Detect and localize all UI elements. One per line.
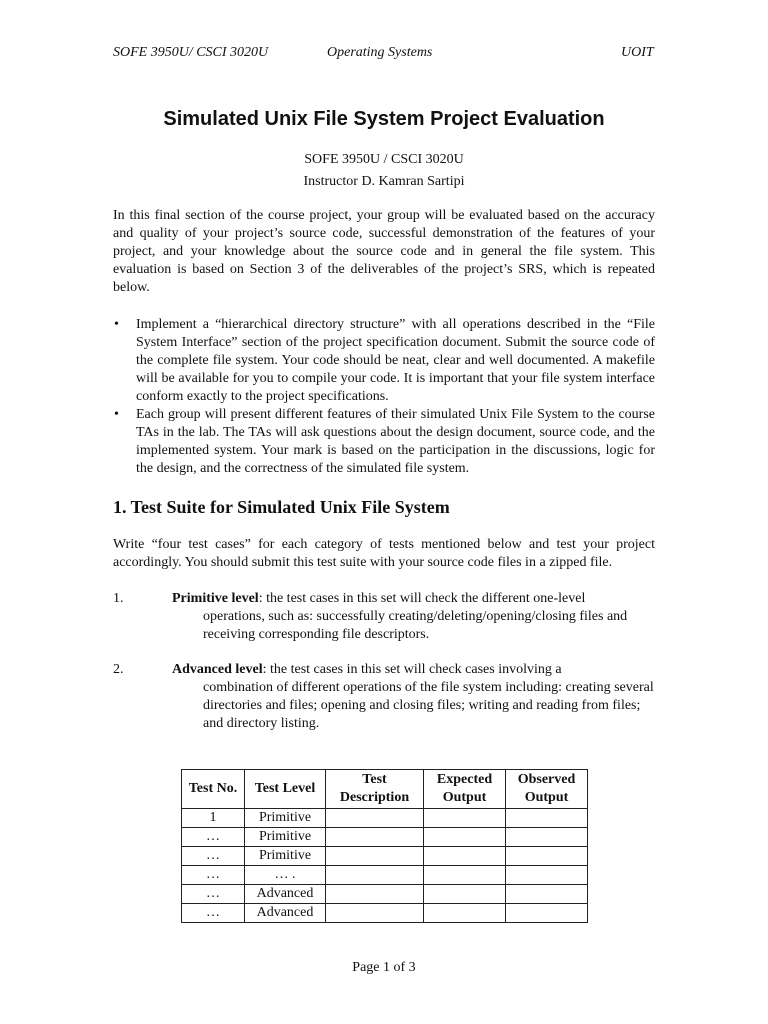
list-item [113,316,655,406]
table-cell: … [182,904,245,923]
table-cell [424,809,506,828]
subtitle-course: SOFE 3950U / CSCI 3020U [304,152,464,167]
table-row [182,904,588,923]
table-row [182,866,588,885]
table-cell [424,904,506,923]
column-header: Test No. [182,770,245,809]
table-header-row [182,770,588,809]
test-suite-table [181,769,588,923]
table-cell [506,866,588,885]
column-header: Test Level [245,770,326,809]
table-cell [326,904,424,923]
table-cell [326,885,424,904]
column-header: Observed Output [506,770,588,809]
section-heading: 1. Test Suite for Simulated Unix File System [113,497,450,517]
table-cell: … [182,885,245,904]
list-item [113,406,655,478]
table-cell [424,866,506,885]
test-suite-intro: Write “four test cases” for each category of tests mentioned below and test your project accordingly. You should submit this test suite with your source code files in a zipped file. [113,537,655,570]
level-name: Primitive level [172,591,259,606]
level-name: Advanced level [172,662,263,677]
level-body [172,661,655,733]
table-cell: … . [245,866,326,885]
table-cell [424,847,506,866]
subtitle-instructor: Instructor D. Kamran Sartipi [303,174,465,189]
level-description-continued: operations, such as: successfully creating/deleting/opening/closing files and receiving corresponding file descriptors. [203,609,628,642]
table-cell [326,866,424,885]
header-institution: UOIT [621,45,654,60]
table-cell: Advanced [245,904,326,923]
column-header: Test Description [326,770,424,809]
table-row [182,828,588,847]
deliverables-list [113,316,655,478]
table-row [182,885,588,904]
level-number: 2. [113,662,124,677]
table-cell [506,847,588,866]
table-cell [326,828,424,847]
column-header: Expected Output [424,770,506,809]
level-description: : the test cases in this set will check cases involving a [262,662,562,677]
intro-paragraph: In this final section of the course project, your group will be evaluated based on the accuracy and quality of your project’s source code, successful demonstration of the features of your project, and your knowledge about the source code and in general the file system. This evaluation is based on Section 3 of the deliverables of the project’s SRS, which is repeated below. [113,208,655,295]
table-cell: Primitive [245,847,326,866]
header-subject: Operating Systems [327,45,433,60]
table-cell: Primitive [245,809,326,828]
bullet-text: Implement a “hierarchical directory structure” with all operations described in the “File System Interface” section of the project specification document. Submit the source code of the complete file system. Your code should be neat, clear and well documented. A makefile will be available for you to compile your code. It is important that your file system interface conform exactly to the project specifications. [136,317,655,404]
table-cell [506,904,588,923]
table-cell: 1 [182,809,245,828]
level-number: 1. [113,591,124,606]
document-title: Simulated Unix File System Project Evaluation [163,108,605,130]
table-cell [506,809,588,828]
bullet-marker: • [114,317,119,332]
table-cell [506,885,588,904]
table-row [182,847,588,866]
bullet-text: Each group will present different features of their simulated Unix File System to the course TAs in the lab. The TAs will ask questions about the design document, source code, and the implemented system. Your mark is based on the participation in the discussions, logic for the design, and the correctness of the simulated file system. [136,407,655,476]
table-cell [326,847,424,866]
table-cell [506,828,588,847]
bullet-marker: • [114,407,119,422]
table-cell [326,809,424,828]
header-course: SOFE 3950U/ CSCI 3020U [113,45,269,60]
level-body [172,590,655,644]
page-number: Page 1 of 3 [352,960,416,975]
table-cell: Primitive [245,828,326,847]
table-cell: … [182,866,245,885]
table-cell [424,828,506,847]
level-description: : the test cases in this set will check the different one-level [258,591,586,606]
table-cell: … [182,828,245,847]
table-row [182,809,588,828]
table-cell [424,885,506,904]
table-cell: … [182,847,245,866]
level-description-continued: combination of different operations of the file system including: creating several directories and files; opening and closing files; writing and reading from files; and directory listing. [203,680,654,731]
table-cell: Advanced [245,885,326,904]
